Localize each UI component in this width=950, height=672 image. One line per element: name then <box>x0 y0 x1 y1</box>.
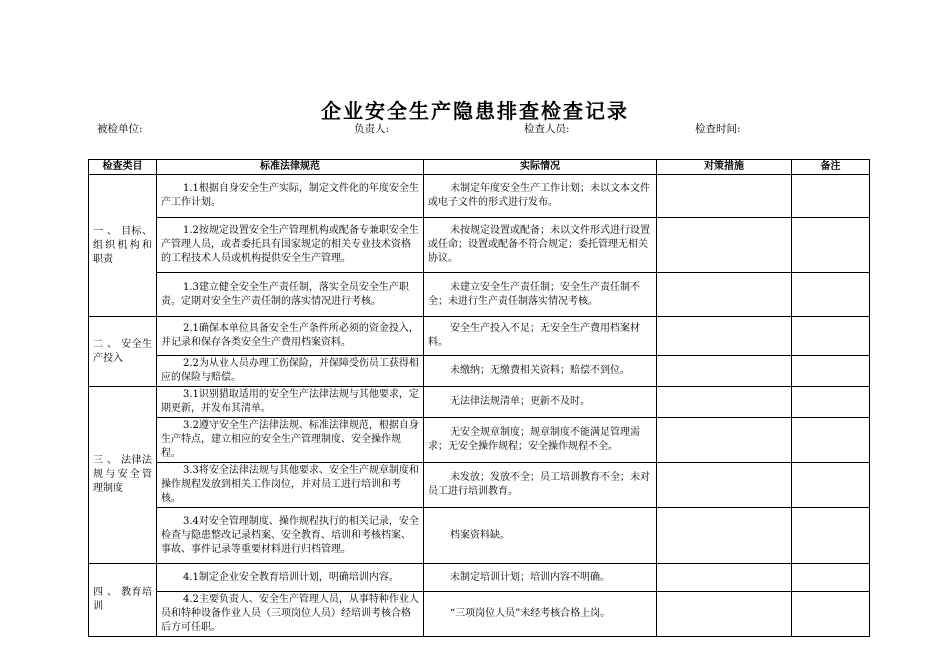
table-row <box>89 463 870 508</box>
responsible-person-label: 负责人: <box>354 123 390 135</box>
standard-cell: 3.1识别猎取适用的安全生产法律法规与其他要求，定期更新，并发布其清单。 <box>157 387 424 418</box>
standard-cell: 1.3建立健全安全生产责任制，落实全员安全生产职责。定期对安全生产责任制的落实情况进行考核。 <box>157 273 424 317</box>
actual-cell: 未发放；发放不全；员工培训教育不全；未对员工进行培训教育。 <box>424 463 657 508</box>
inspection-table <box>88 159 870 637</box>
measure-cell <box>657 592 792 637</box>
standard-cell: 3.3将安全法律法规与其他要求、安全生产规章制度和操作规程发放到相关工作岗位，并对员工进行培训和考核。 <box>157 463 424 508</box>
actual-cell: 无安全规章制度；规章制度不能满足管理需求；无安全操作规程；安全操作规程不全。 <box>424 418 657 463</box>
table-row <box>89 564 870 592</box>
note-cell <box>792 387 870 418</box>
measure-cell <box>657 218 792 273</box>
actual-cell: 未建立安全生产责任制；安全生产责任制不全；未进行生产责任制落实情况考核。 <box>424 273 657 317</box>
actual-cell: “三项岗位人员”未经考核合格上岗。 <box>424 592 657 637</box>
standard-cell: 3.2遵守安全生产法律法规、标准法律规范，根据自身生产特点，建立相应的安全生产管理制度、安全操作规程。 <box>157 418 424 463</box>
table-row <box>89 592 870 637</box>
measure-cell <box>657 508 792 564</box>
measure-cell <box>657 463 792 508</box>
table-row <box>89 273 870 317</box>
measure-cell <box>657 418 792 463</box>
category-cell: 一 、 目标、组织机构和职责 <box>89 175 157 317</box>
actual-cell: 未制定年度安全生产工作计划；未以文本文件或电子文件的形式进行发布。 <box>424 175 657 218</box>
standard-cell: 4.1制定企业安全教育培训计划，明确培训内容。 <box>157 564 424 592</box>
note-cell <box>792 273 870 317</box>
header-standard: 标准法律规范 <box>157 160 424 175</box>
standard-cell: 3.4对安全管理制度、操作规程执行的相关记录，安全检查与隐患整改记录档案、安全教育、培训和考核档案、事故、事件记录等重要材料进行归档管理。 <box>157 508 424 564</box>
standard-cell: 1.1根据自身安全生产实际，制定文件化的年度安全生产工作计划。 <box>157 175 424 218</box>
table-row <box>89 356 870 387</box>
header-measures: 对策措施 <box>657 160 792 175</box>
table-row <box>89 317 870 356</box>
measure-cell <box>657 564 792 592</box>
note-cell <box>792 317 870 356</box>
measure-cell <box>657 273 792 317</box>
header-actual: 实际情况 <box>424 160 657 175</box>
header-notes: 备注 <box>792 160 870 175</box>
inspector-label: 检查人员: <box>524 123 570 135</box>
table-row <box>89 175 870 218</box>
note-cell <box>792 356 870 387</box>
inspection-time-label: 检查时间: <box>695 123 741 135</box>
standard-cell: 1.2按规定设置安全生产管理机构或配备专兼职安全生产管理人员，或者委托具有国家规定的相关专业技术资格的工程技术人员或机构提供安全生产管理。 <box>157 218 424 273</box>
actual-cell: 无法律法规清单；更新不及时。 <box>424 387 657 418</box>
table-row <box>89 508 870 564</box>
actual-cell: 未缴纳；无缴费相关资料；赔偿不到位。 <box>424 356 657 387</box>
standard-cell: 4.2主要负责人、安全生产管理人员，从事特种作业人员和特种设备作业人员（三项岗位人员）经培训考核合格后方可任职。 <box>157 592 424 637</box>
actual-cell: 安全生产投入不足；无安全生产费用档案材料。 <box>424 317 657 356</box>
table-header-row <box>89 160 870 175</box>
note-cell <box>792 592 870 637</box>
actual-cell: 未按规定设置或配备；未以文件形式进行设置或任命；设置或配备不符合规定；委托管理无相关协议。 <box>424 218 657 273</box>
measure-cell <box>657 317 792 356</box>
measure-cell <box>657 387 792 418</box>
note-cell <box>792 175 870 218</box>
header-category: 检查类目 <box>89 160 157 175</box>
category-cell: 二 、 安全生产投入 <box>89 317 157 387</box>
inspected-unit-label: 被检单位: <box>97 123 143 135</box>
category-cell: 三 、 法律法规与安全管理制度 <box>89 387 157 564</box>
actual-cell: 未制定培训计划；培训内容不明确。 <box>424 564 657 592</box>
standard-cell: 2.1确保本单位具备安全生产条件所必须的资金投入，并记录和保存各类安全生产费用档案资料。 <box>157 317 424 356</box>
note-cell <box>792 418 870 463</box>
note-cell <box>792 564 870 592</box>
category-cell: 四 、 教育培训 <box>89 564 157 637</box>
note-cell <box>792 508 870 564</box>
standard-cell: 2.2为从业人员办理工伤保险，并保障受伤员工获得相应的保险与赔偿。 <box>157 356 424 387</box>
note-cell <box>792 218 870 273</box>
measure-cell <box>657 175 792 218</box>
table-row <box>89 418 870 463</box>
table-row <box>89 387 870 418</box>
table-row <box>89 218 870 273</box>
measure-cell <box>657 356 792 387</box>
document-title: 企业安全生产隐患排查检查记录 <box>321 99 629 123</box>
note-cell <box>792 463 870 508</box>
actual-cell: 档案资料缺。 <box>424 508 657 564</box>
